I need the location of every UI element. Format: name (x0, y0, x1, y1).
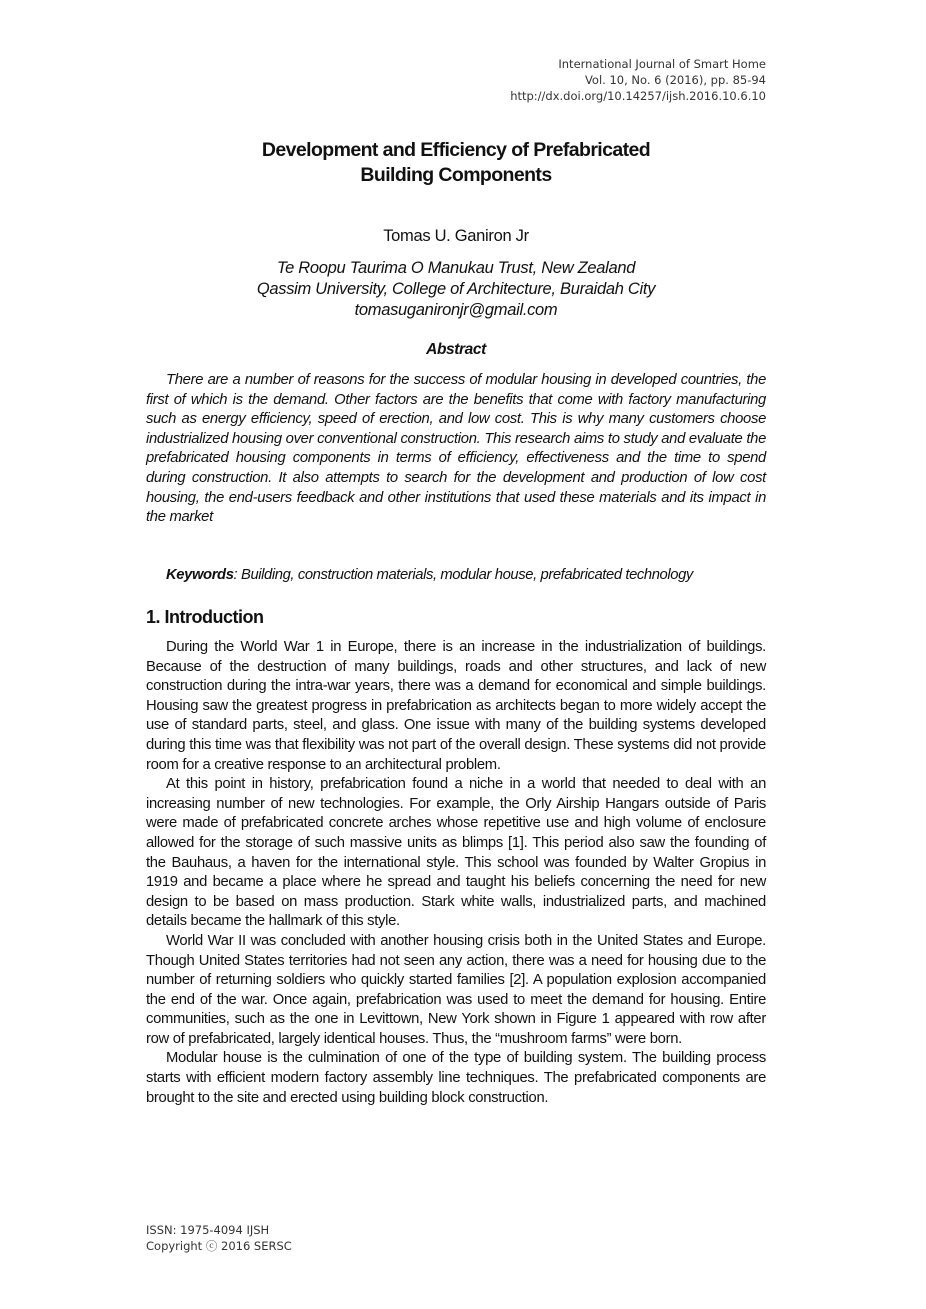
journal-volume: Vol. 10, No. 6 (2016), pp. 85-94 (584, 73, 766, 87)
intro-paragraph-1: During the World War 1 in Europe, there is an increase in the industrialization of buildings. Because of the destruction of many buildings, roads and other structures, and lack of new construction during the intra-war years, there was a demand for economical and simple buildings. Housing saw the greatest progress in prefabrication as architects began to more widely accept the use of standard parts, steel, and glass. One issue with many of the building systems developed during this time was that flexibility was not part of the overall design. These systems did not provide room for a creative response to an architectural problem. (146, 639, 766, 773)
journal-name: International Journal of Smart Home (558, 57, 766, 71)
page-footer (146, 1222, 292, 1254)
abstract-heading: Abstract (426, 341, 486, 358)
intro-paragraph-4: Modular house is the culmination of one of the type of building system. The building process starts with efficient modern factory assembly line techniques. The prefabricated components are brought to the site and erected using building block construction. (146, 1050, 766, 1106)
author-email[interactable]: tomasuganironjr@gmail.com (354, 301, 558, 319)
intro-paragraph-2: At this point in history, prefabrication found a niche in a world that needed to deal with an increasing number of new technologies. For example, the Orly Airship Hangars outside of Paris were made of prefabricated concrete arches whose repetitive use and high volume of enclosure allowed for the storage of such massive units as blimps [1]. This period also saw the founding of the Bauhaus, a haven for the international style. This school was founded by Walter Gropius in 1919 and became a place where he spread and taught his beliefs concerning the need for new design to be based on mass production. Stark white walls, industrialized parts, and machined details became the hallmark of this style. (146, 776, 766, 930)
paper-title-line-1: Development and Efficiency of Prefabricated (261, 139, 651, 161)
footer-issn: ISSN: 1975-4094 IJSH (146, 1223, 270, 1237)
author-affiliations (146, 258, 766, 321)
keywords (166, 567, 766, 583)
paper-title-line-2: Building Components (360, 164, 552, 186)
keywords-text: Building, construction materials, modular house, prefabricated technology (240, 567, 693, 583)
section-heading-introduction: 1. Introduction (146, 607, 264, 627)
affiliation-1: Te Roopu Taurima O Manukau Trust, New Zealand (276, 259, 636, 277)
introduction-body (146, 638, 766, 1108)
affiliation-2: Qassim University, College of Architecture, Buraidah City (256, 280, 656, 298)
author-name: Tomas U. Ganiron Jr (383, 227, 529, 245)
keywords-label: Keywords (166, 567, 234, 583)
journal-header (510, 56, 766, 104)
abstract-text: There are a number of reasons for the success of modular housing in developed countries, the first of which is the demand. Other factors are the benefits that come with factory manufacturing such as energy efficiency, speed of erection, and low cost. This is why many customers choose industrialized housing over conventional construction. This research aims to study and evaluate the prefabricated housing components in terms of efficiency, effectiveness and the time to spend during construction. It also attempts to search for the development and production of low cost housing, the end-users feedback and other institutions that used these materials and its impact in the market (146, 372, 766, 526)
keywords-colon: : (233, 567, 241, 583)
intro-paragraph-3: World War II was concluded with another housing crisis both in the United States and Europe. Though United States territories had not seen any action, there was a need for housing due to the number of returning soldiers who quickly started families [2]. A population explosion accompanied the end of the war. Once again, prefabrication was used to meet the demand for housing. Entire communities, such as the one in Levittown, New York shown in Figure 1 appeared with row after row of prefabricated, largely identical houses. Thus, the “mushroom farms” were born. (146, 932, 766, 1047)
footer-copyright: Copyright ⓒ 2016 SERSC (146, 1239, 292, 1253)
paper-title (146, 138, 766, 188)
journal-doi-link[interactable]: http://dx.doi.org/10.14257/ijsh.2016.10.6.10 (510, 89, 766, 103)
